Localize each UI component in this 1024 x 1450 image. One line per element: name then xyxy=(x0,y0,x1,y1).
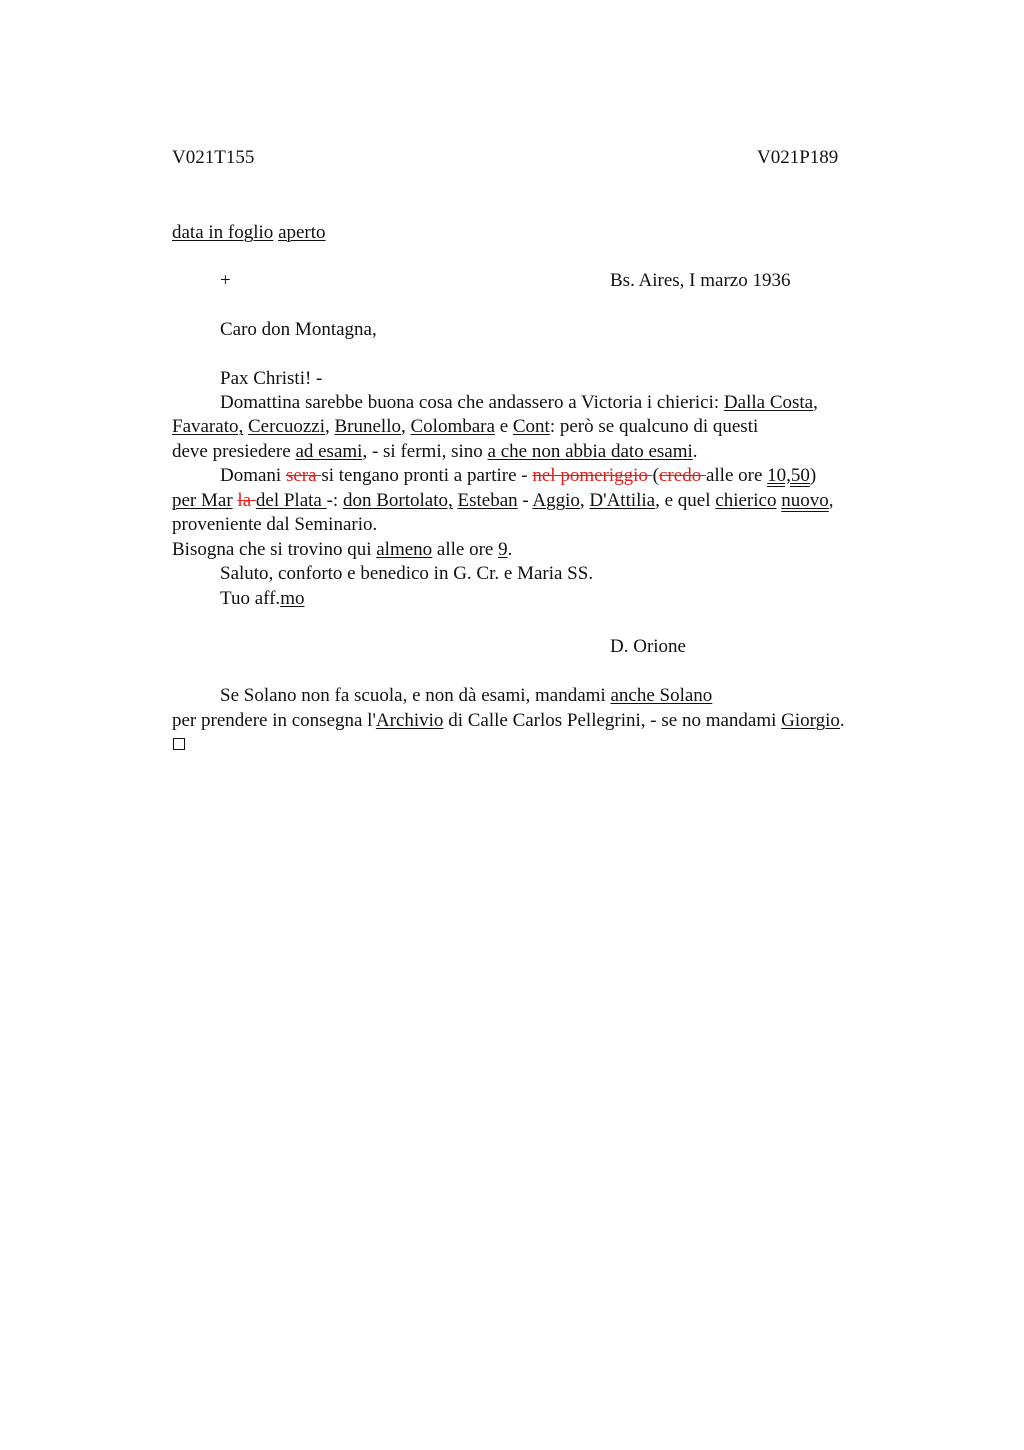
deleted-text: nel pomeriggio xyxy=(532,465,653,486)
deleted-text: sera xyxy=(285,465,322,486)
paragraph-2-line-4: Bisogna che si trovino qui almeno alle ore 9. xyxy=(172,539,513,560)
document-code-right: V021P189 xyxy=(757,147,839,168)
paragraph-1-line-2: Favarato, Cercuozzi, Brunello, Colombara e Cont: però se qualcuno di questi xyxy=(172,416,759,437)
pax-greeting: Pax Christi! - xyxy=(220,368,323,389)
note-text-a: data in foglio xyxy=(172,222,274,243)
paragraph-2-line-1: Domani sera si tengano pronti a partire - nel pomeriggio (credo alle ore 10,50) xyxy=(220,465,817,486)
closing-line-1: Saluto, conforto e benedico in G. Cr. e Maria SS. xyxy=(220,563,594,584)
document-code-left: V021T155 xyxy=(172,147,255,168)
postscript-line-1: Se Solano non fa scuola, e non dà esami, mandami anche Solano xyxy=(220,685,713,706)
end-of-text-box-icon xyxy=(173,738,185,750)
paragraph-2-line-3: proveniente dal Seminario. xyxy=(172,514,378,535)
salutation: Caro don Montagna, xyxy=(220,319,377,340)
paragraph-1-line-3: deve presiedere ad esami, - si fermi, sino a che non abbia dato esami. xyxy=(172,441,698,462)
signature: D. Orione xyxy=(610,636,686,657)
paragraph-1-line-1: Domattina sarebbe buona cosa che andassero a Victoria i chierici: Dalla Costa, xyxy=(220,392,818,413)
paragraph-2-line-2: per Mar la del Plata -: don Bortolato, Esteban - Aggio, D'Attilia, e quel chierico nuovo, xyxy=(172,490,834,511)
closing-line-2: Tuo aff.mo xyxy=(220,588,305,609)
deleted-text: credo xyxy=(659,465,706,486)
place-date: Bs. Aires, I marzo 1936 xyxy=(610,270,791,291)
postscript-line-2: per prendere in consegna l'Archivio di Calle Carlos Pellegrini, - se no mandami Giorgio. xyxy=(172,710,845,731)
archival-note xyxy=(172,221,326,245)
deleted-text: la xyxy=(237,490,256,511)
cross-mark: + xyxy=(220,270,231,291)
note-text-b: aperto xyxy=(278,222,326,243)
